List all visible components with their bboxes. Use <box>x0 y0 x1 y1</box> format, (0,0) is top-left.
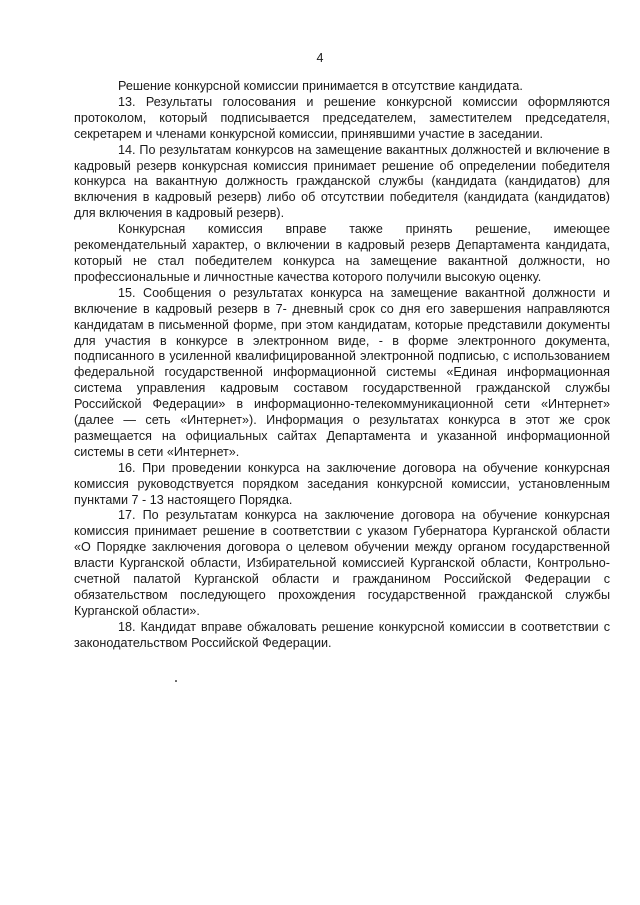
paragraph-14-winner-decision: 14. По результатам конкурсов на замещение вакантных должностей и включение в кадровый резерв конкурсная комиссия принимает решение об определении победителя конкурса на вакантную должность гражданской службы (кандидата (кандидатов) для включения в кадровый резерв) либо об отсутствии победителя (кандидата (кандидатов) для включения в кадровый резерв). <box>74 142 610 221</box>
scan-speck <box>175 680 177 682</box>
paragraph-17-target-training: 17. По результатам конкурса на заключение договора на обучение конкурсная комиссия принимает решение в соответствии с указом Губернатора Курганской области «О Порядке заключения договора о целевом обучении между органом государственной власти Курганской области, Избирательной комиссией Курганской области, Контрольно-счетной палатой Курганской области и гражданином Российской Федерации с обязательством последующего прохождения государственной гражданской службы Курганской области». <box>74 508 610 618</box>
document-body <box>74 79 610 652</box>
paragraph-15-notification: 15. Сообщения о результатах конкурса на замещение вакантной должности и включение в кадровый резерв в 7- дневный срок со дня его завершения направляются кандидатам в письменной форме, при этом кандидатам, которые представили документы для участия в конкурсе в электронном виде, - в форме электронного документа, подписанного в усиленной квалифицированной электронной подписью, с использованием федеральной государственной информационной системы «Единая информационная система управления кадровым составом государственной гражданской службы Российской Федерации» в информационно-телекоммуникационной сети «Интернет» (далее — сеть «Интернет»). Информация о результатах конкурса в этот же срок размещается на официальных сайтах Департамента и указанной информационной системы в сети «Интернет». <box>74 285 610 459</box>
paragraph-decision-absence: Решение конкурсной комиссии принимается в отсутствие кандидата. <box>118 79 523 93</box>
paragraph-18-appeal: 18. Кандидат вправе обжаловать решение конкурсной комиссии в соответствии с законодательством Российской Федерации. <box>74 619 610 650</box>
paragraph-13-protocol: 13. Результаты голосования и решение конкурсной комиссии оформляются протоколом, который подписывается председателем, заместителем председателя, секретарем и членами конкурсной комиссии, принявшими участие в заседании. <box>74 94 610 141</box>
paragraph-recommendation: Конкурсная комиссия вправе также принять решение, имеющее рекомендательный характер, о включении в кадровый резерв Департамента кандидата, который не стал победителем конкурса на замещение вакантной должности, но профессиональные и личностные качества которого получили высокую оценку. <box>74 222 610 284</box>
page-number: 4 <box>316 51 324 65</box>
paragraph-16-training-contract: 16. При проведении конкурса на заключение договора на обучение конкурсная комиссия руководствуется порядком заседания конкурсной комиссии, установленным пунктами 7 - 13 настоящего Порядка. <box>74 460 610 507</box>
